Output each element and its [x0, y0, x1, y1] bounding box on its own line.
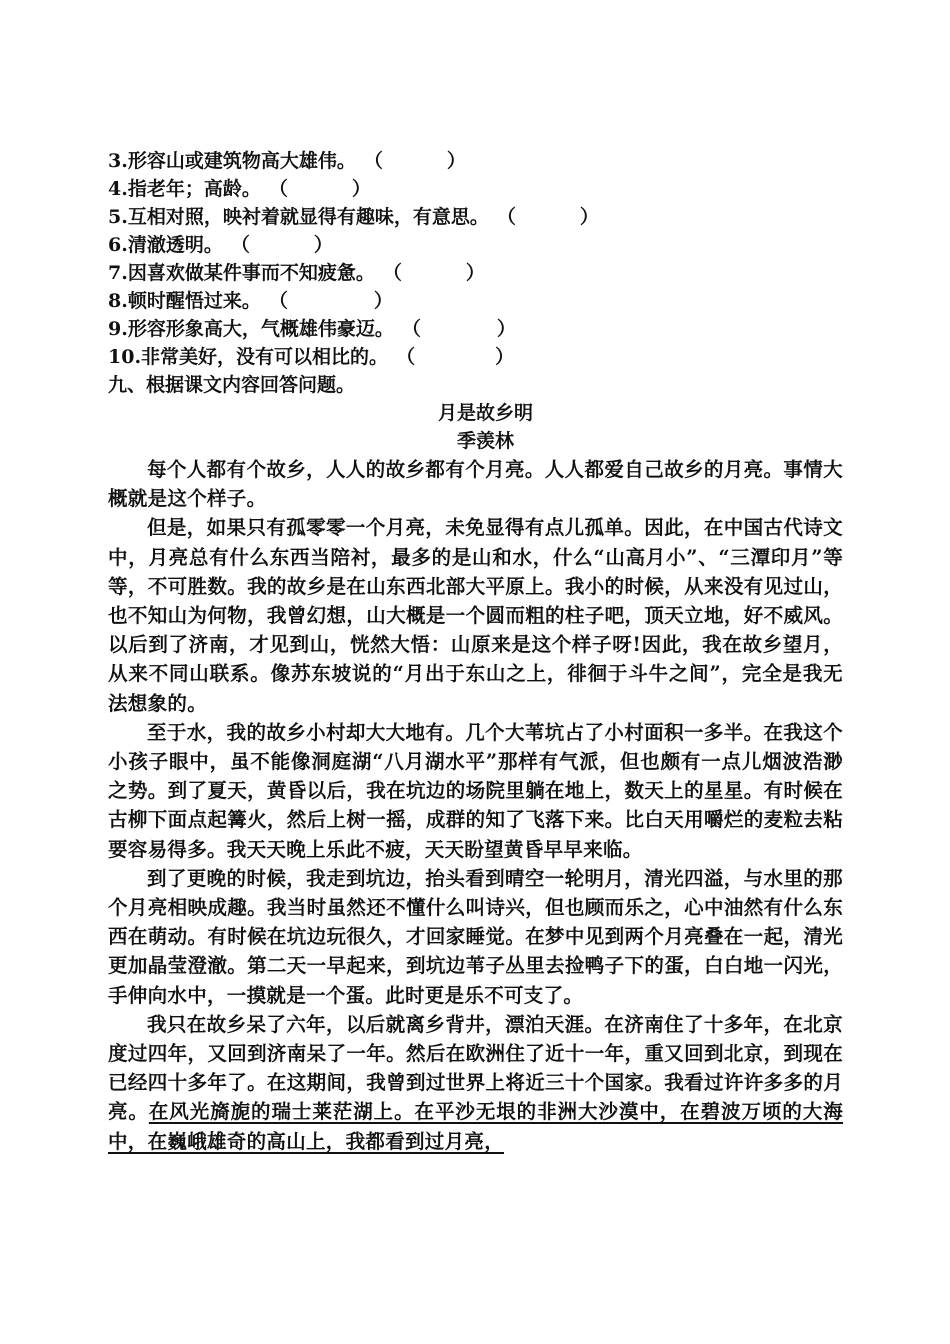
article-paragraph: 到了更晚的时候，我走到坑边，抬头看到晴空一轮明月，清光四溢，与水里的那个月亮相映成趣。我当时虽然还不懂什么叫诗兴，但也顾而乐之，心中油然有什么东西在萌动。有时候在坑边玩很久，才回家睡觉。在梦中见到两个月亮叠在一起，清光更加晶莹澄澈。第二天一早起来，到坑边苇子丛里去捡鸭子下的蛋，白白地一闪光，手伸向水中，一摸就是一个蛋。此时更是乐不可支了。: [108, 866, 843, 1007]
article-paragraph: 但是，如果只有孤零零一个月亮，未免显得有点儿孤单。因此，在中国古代诗文中，月亮总有什么东西当陪衬，最多的是山和水，什么“山高月小”、“三潭印月”等等，不可胜数。我的故乡是在山东西北部大平原上。我小的时候，从来没有见过山，也不知山为何物，我曾幻想，山大概是一个圆而粗的柱子吧，顶天立地，好不威风。以后到了济南，才见到山，恍然大悟：山原来是这个样子呀!因此，我在故乡望月，从来不同山联系。像苏东坡说的“月出于东山之上，徘徊于斗牛之间”，完全是我无法想象的。: [108, 516, 843, 715]
question-text: 4.指老年；高龄。: [108, 178, 261, 200]
question-text: 7.因喜欢做某件事而不知疲惫。: [108, 262, 375, 284]
question-item: [108, 175, 843, 203]
question-item: [108, 231, 843, 259]
question-text: 3.形容山或建筑物高大雄伟。: [108, 150, 356, 172]
answer-blank[interactable]: （ ）: [496, 206, 599, 228]
paragraph-text: 我只在故乡呆了六年，以后就离乡背井，漂泊天涯。在济南住了十多年，在北京度过四年，又回到济南呆了一年。然后在欧洲住了近十一年，重又回到北京，到现在已经四十多年了。在这期间，我曾到过世界上将近三十个国家。我看过许许多多的月亮。: [108, 1012, 843, 1124]
question-text: 5.互相对照，映衬着就显得有趣味，有意思。: [108, 206, 489, 228]
answer-blank[interactable]: （ ）: [230, 234, 333, 256]
answer-blank[interactable]: （ ）: [396, 346, 515, 368]
question-item: [108, 315, 843, 343]
question-text: 6.清澈透明。: [108, 234, 223, 256]
answer-blank[interactable]: （ ）: [268, 178, 371, 200]
article-paragraph-last: [108, 1010, 843, 1156]
answer-blank[interactable]: （ ）: [401, 318, 516, 340]
question-item: [108, 343, 843, 371]
worksheet-content: [108, 147, 843, 1156]
question-text: 8.顿时醒悟过来。: [108, 290, 261, 312]
question-item: [108, 147, 843, 175]
article-author: 季羡林: [456, 430, 514, 452]
answer-blank[interactable]: （ ）: [268, 290, 393, 312]
question-text: 9.形容形象高大，气概雄伟豪迈。: [108, 318, 394, 340]
question-item: [108, 259, 843, 287]
question-item: [108, 287, 843, 315]
question-item: [108, 203, 843, 231]
section-heading: 九、根据课文内容回答问题。: [108, 374, 356, 396]
answer-blank[interactable]: （ ）: [382, 262, 485, 284]
underlined-passage: 在风光旖旎的瑞士莱茫湖上。在平沙无垠的非洲大沙漠中，在碧波万顷的大海中，在巍峨雄奇的高山上，我都看到过月亮，: [108, 1100, 843, 1153]
vocabulary-question-list: [108, 147, 843, 371]
article-paragraph: 每个人都有个故乡，人人的故乡都有个月亮。人人都爱自己故乡的月亮。事情大概就是这个样子。: [108, 458, 843, 511]
question-text: 10.非常美好，没有可以相比的。: [108, 346, 389, 368]
article-paragraph: 至于水，我的故乡小村却大大地有。几个大苇坑占了小村面积一多半。在我这个小孩子眼中，虽不能像洞庭湖“八月湖水平”那样有气派，但也颇有一点儿烟波浩渺之势。到了夏天，黄昏以后，我在坑边的场院里躺在地上，数天上的星星。有时候在古柳下面点起篝火，然后上树一摇，成群的知了飞落下来。比白天用嚼烂的麦粒去粘要容易得多。我天天晚上乐此不疲，天天盼望黄昏早早来临。: [108, 720, 843, 861]
article-title: 月是故乡明: [437, 402, 533, 424]
answer-blank[interactable]: （ ）: [363, 150, 466, 172]
